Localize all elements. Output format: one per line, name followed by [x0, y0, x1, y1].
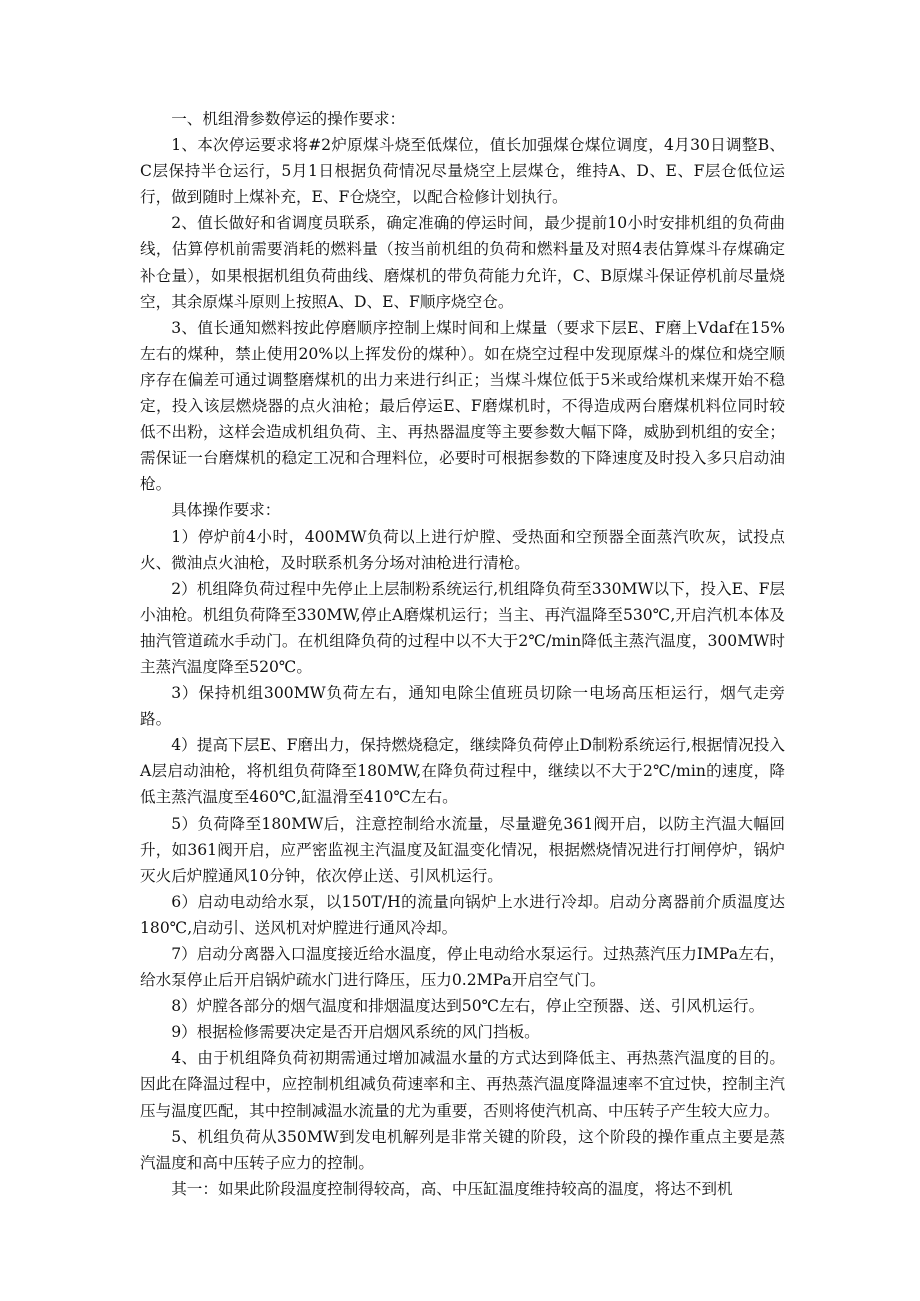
- paragraph: 4）提高下层E、F磨出力，保持燃烧稳定，继续降负荷停止D制粉系统运行,根据情况投入A层启动油枪，将机组负荷降至180MW,在降负荷过程中，继续以不大于2℃/min的速度，降低主蒸汽温度至460℃,缸温滑至410℃左右。: [140, 736, 785, 807]
- paragraph: 2）机组降负荷过程中先停止上层制粉系统运行,机组降负荷至330MW以下，投入E、F层小油枪。机组负荷降至330MW,停止A磨煤机运行；当主、再汽温降至530℃,开启汽机本体及抽汽管道疏水手动门。在机组降负荷的过程中以不大于2℃/min降低主蒸汽温度，300MW时主蒸汽温度降至520℃。: [140, 579, 785, 676]
- section-heading: 一、机组滑参数停运的操作要求：: [171, 110, 406, 128]
- paragraph: 8）炉膛各部分的烟气温度和排烟温度达到50℃左右，停止空预器、送、引风机运行。: [171, 997, 765, 1016]
- paragraph: 2、值长做好和省调度员联系，确定准确的停运时间，最少提前10小时安排机组的负荷曲线，估算停机前需要消耗的燃料量（按当前机组的负荷和燃料量及对照4表估算煤斗存煤确定补仓量），如果根据机组负荷曲线、磨煤机的带负荷能力允许，C、B原煤斗保证停机前尽量烧空，其余原煤斗原则上按照A、D、E、F顺序烧空仓。: [140, 214, 785, 311]
- paragraph: 6）启动电动给水泵，以150T/H的流量向锅炉上水进行冷却。启动分离器前介质温度达180℃,启动引、送风机对炉膛进行通风冷却。: [140, 892, 785, 937]
- paragraph: 5）负荷降至180MW后，注意控制给水流量，尽量避免361阀开启，以防主汽温大幅回升，如361阀开启，应严密监视主汽温度及缸温变化情况，根据燃烧情况进行打闸停炉，锅炉灭火后炉膛通风10分钟，依次停止送、引风机运行。: [140, 814, 785, 885]
- paragraph: 其一：如果此阶段温度控制得较高，高、中压缸温度维持较高的温度，将达不到机: [171, 1179, 733, 1198]
- paragraph: 4、由于机组降负荷初期需通过增加减温水量的方式达到降低主、再热蒸汽温度的目的。因此在降温过程中，应控制机组减负荷速率和主、再热蒸汽温度降温速率不宜过快，控制主汽压与温度匹配，其中控制减温水流量的尤为重要，否则将使汽机高、中压转子产生较大应力。: [140, 1049, 785, 1120]
- paragraph: 5、机组负荷从350MW到发电机解列是非常关键的阶段，这个阶段的操作重点主要是蒸汽温度和高中压转子应力的控制。: [140, 1127, 785, 1172]
- paragraph: 3）保持机组300MW负荷左右，通知电除尘值班员切除一电场高压柜运行，烟气走旁路。: [140, 684, 785, 729]
- paragraph: 7）启动分离器入口温度接近给水温度，停止电动给水泵运行。过热蒸汽压力IMPa左右，给水泵停止后开启锅炉疏水门进行降压，压力0.2MPa开启空气门。: [140, 945, 785, 990]
- paragraph: 1）停炉前4小时，400MW负荷以上进行炉膛、受热面和空预器全面蒸汽吹灰，试投点火、微油点火油枪，及时联系机务分场对油枪进行清枪。: [140, 527, 785, 572]
- paragraph: 9）根据检修需要决定是否开启烟风系统的风门挡板。: [171, 1023, 540, 1042]
- document-body: [140, 106, 785, 1202]
- paragraph: 3、值长通知燃料按此停磨顺序控制上煤时间和上煤量（要求下层E、F磨上Vdaf在15%左右的煤种，禁止使用20%以上挥发份的煤种）。如在烧空过程中发现原煤斗的煤位和烧空顺序存在偏差可通过调整磨煤机的出力来进行纠正；当煤斗煤位低于5米或给煤机来煤开始不稳定，投入该层燃烧器的点火油枪；最后停运E、F磨煤机时，不得造成两台磨煤机料位同时较低不出粉，这样会造成机组负荷、主、再热器温度等主要参数大幅下降，威胁到机组的安全；需保证一台磨煤机的稳定工况和合理料位，必要时可根据参数的下降速度及时投入多只启动油枪。: [140, 318, 785, 494]
- subsection-heading: 具体操作要求：: [171, 501, 281, 520]
- paragraph: 1、本次停运要求将#2炉原煤斗烧至低煤位，值长加强煤仓煤位调度，4月30日调整B、C层保持半仓运行，5月1日根据负荷情况尽量烧空上层煤仓，维持A、D、E、F层仓低位运行，做到随时上煤补充，E、F仓烧空，以配合检修计划执行。: [140, 136, 785, 207]
